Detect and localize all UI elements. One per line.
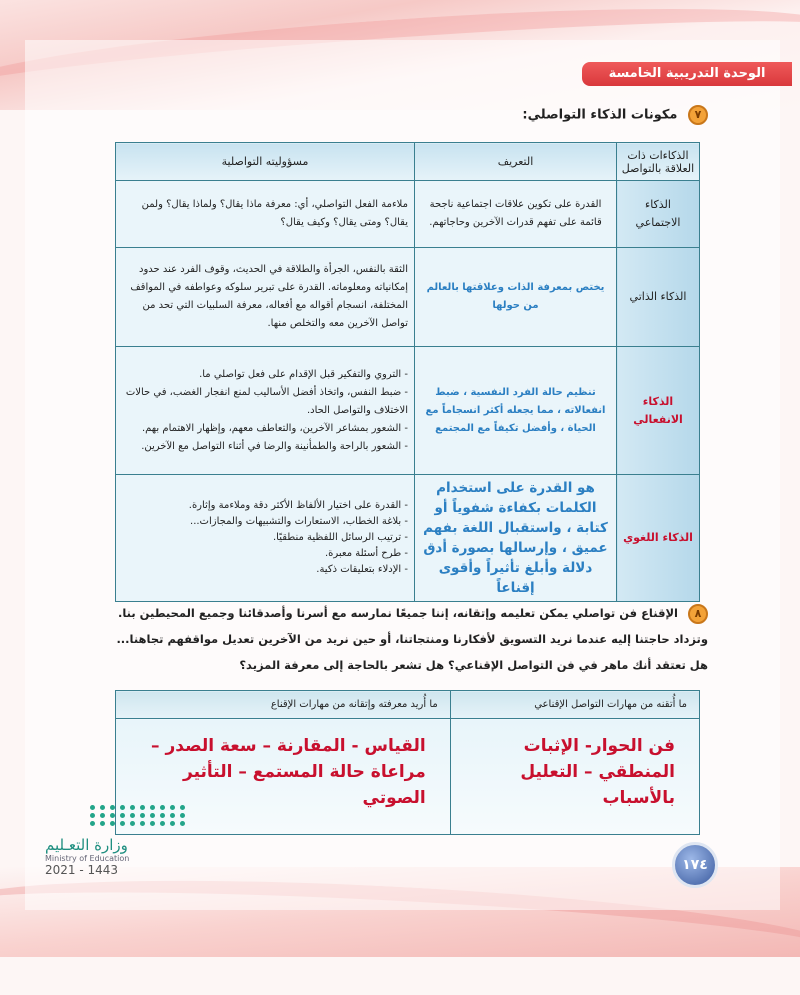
answer-mastered: فن الحوار- الإثبات المنطقي – التعليل بالأسباب [450,719,699,835]
list-item: - القدرة على اختيار الألفاظ الأكثر دقة وملاءمة وإثارة. [188,500,408,511]
section-number-badge: ٧ [688,105,708,125]
definition-handwritten: هو القدرة على استخدام الكلمات بكفاءة شفوياً أو كتابة ، واستقبال اللغة بفهم عميق ، وإرسالها بصورة أدق دلالة وأبلغ تأثيراً وأقوى إقناعاً [415,475,617,602]
table-row [116,347,700,475]
definition-handwritten: تنظيم حالة الفرد النفسية ، ضبط انفعالاته ، مما يجعله أكثر انسجاماً مع الحياة ، وأفضل تكيفاً مع المجتمع [415,347,617,475]
intelligence-name: الذكاء الاجتماعي [617,181,700,248]
table-row [116,181,700,248]
section-title: مكونات الذكاء التواصلي: [522,107,678,123]
responsibility-list [116,347,415,475]
definition: القدرة على تكوين علاقات اجتماعية ناجحة قائمة على تفهم قدرات الآخرين وحاجاتهم. [415,181,617,248]
column-header-definition: التعريف [415,143,617,181]
ministry-logo-mark-icon [90,805,187,826]
responsibility-list [116,475,415,602]
page-number: ١٧٤ [672,842,718,888]
section-7-heading [522,105,708,125]
list-item: - طرح أسئلة معبرة. [324,548,408,559]
column-header-mastered: ما أُتقنه من مهارات التواصل الإقناعي [450,691,699,719]
list-item: - الشعور بمشاعر الآخرين، والتعاطف معهم، وإظهار الاهتمام بهم. [141,422,408,434]
table-header-row [116,143,700,181]
column-header-want-to-learn: ما أُريد معرفته وإتقانه من مهارات الإقناع [116,691,451,719]
intelligence-name-handwritten: الذكاء الانفعالي [617,347,700,475]
intelligence-name-handwritten: الذكاء اللغوي [617,475,700,602]
table-header-row [116,691,700,719]
list-item: - الإدلاء بتعليقات ذكية. [316,564,408,575]
paragraph-text: الإقناع فن تواصلي يمكن تعليمه وإتقانه، إننا جميعًا نمارسه مع أسرنا وأصدقائنا وجميع المحيطين بنا. وتزداد حاجتنا إليه عندما نريد التسويق لأفكارنا ومنتجاتنا، أو حين نريد من الآخرين تعديل مواقفهم تجاهنا... هل تعتقد أنك ماهر في فن التواصل الإقناعي؟ هل تشعر بالحاجة إلى معرفة المزيد؟ [116,606,708,672]
unit-title-banner: الوحدة التدريبية الخامسة [582,62,792,86]
list-item: - التروي والتفكير قبل الإقدام على فعل تواصلي ما. [199,368,408,380]
table-row [116,719,700,835]
edition-year: 2021 - 1443 [45,863,119,877]
list-item: - ترتيب الرسائل اللفظية منطقيًا. [272,532,408,543]
ministry-name-english: Ministry of Education [45,854,130,863]
persuasion-skills-table [115,690,700,835]
ministry-logo [45,805,187,877]
intelligence-table [115,142,700,602]
definition-handwritten: يختص بمعرفة الذات وعلاقتها بالعالم من حولها [415,248,617,347]
responsibility: ملاءمة الفعل التواصلي، أي: معرفة ماذا يقال؟ ولماذا يقال؟ ولمن يقال؟ ومتى يقال؟ وكيف يقال؟ [116,181,415,248]
list-item: - بلاغة الخطاب، الاستعارات والتشبيهات والمجازات... [190,516,408,527]
responsibility: الثقة بالنفس، الجرأة والطلاقة في الحديث، وقوف الفرد عند حدود إمكانياته ومعلوماته. القدرة على تبرير سلوكه وعواطفه في المواقف المختلفة، انسجام أقواله مع أفعاله، معرفة السلبيات التي تحد من تواصل الآخرين معه والتخلص منها. [116,248,415,347]
intelligence-name: الذكاء الذاتي [617,248,700,347]
section-number-badge: ٨ [688,604,708,624]
list-item: - الشعور بالراحة والطمأنينة والرضا في أثناء التواصل مع الآخرين. [141,440,408,452]
answer-want-to-learn: القياس - المقارنة – سعة الصدر – مراعاة حالة المستمع – التأثير الصوتي [116,719,451,835]
table-row [116,248,700,347]
column-header-intelligence: الذكاءات ذات العلاقة بالتواصل [617,143,700,181]
list-item: - ضبط النفس، واتخاذ أفضل الأساليب لمنع انفجار الغضب، في حالات الاختلاف والتواصل الحاد. [125,386,408,416]
table-row [116,475,700,602]
column-header-responsibility: مسؤوليته التواصلية [116,143,415,181]
ministry-name-arabic: وزارة التعـليم [45,836,128,854]
section-8-paragraph [108,600,708,678]
